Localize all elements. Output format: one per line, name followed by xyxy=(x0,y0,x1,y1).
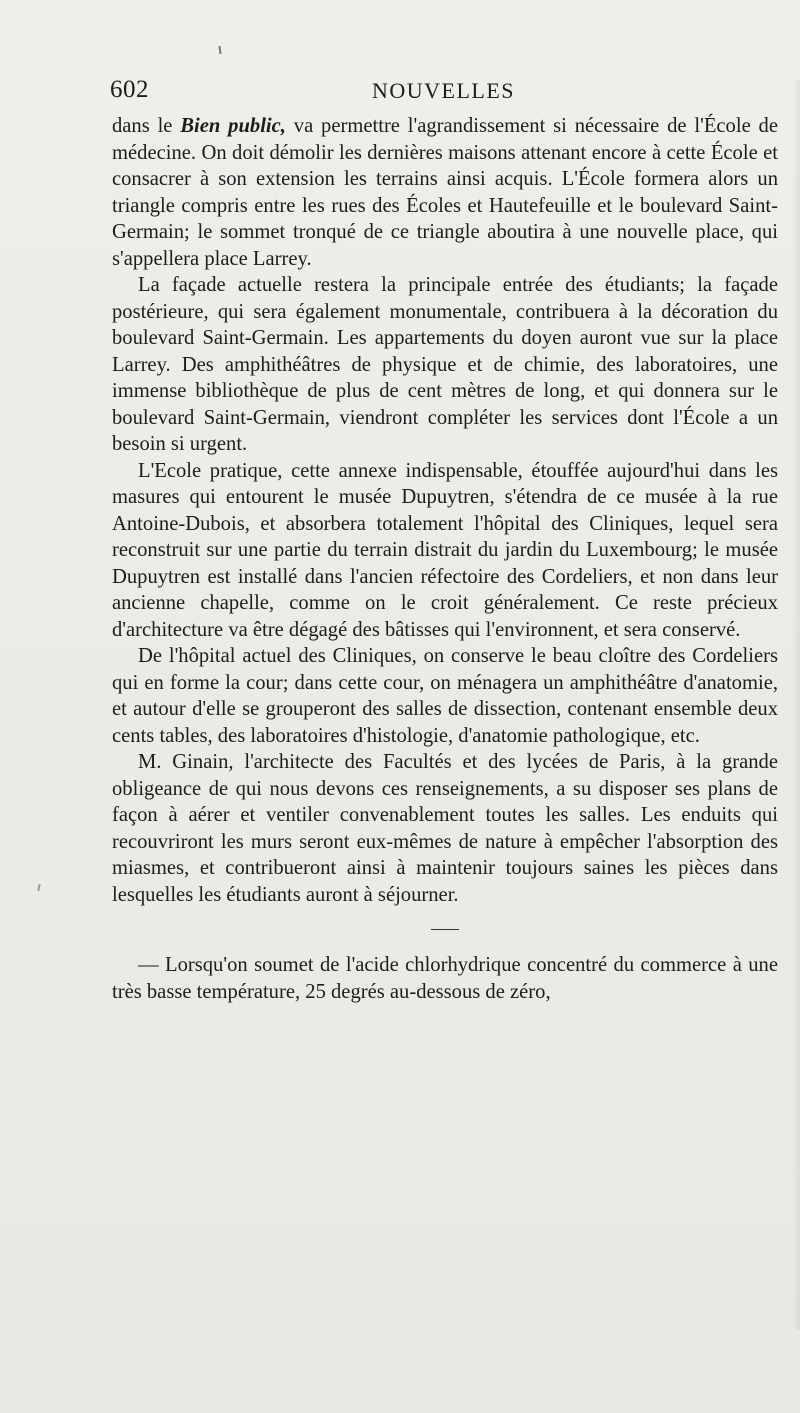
paragraph-1 xyxy=(112,113,778,272)
page-edge-shadow xyxy=(792,80,800,1330)
page-header xyxy=(110,76,770,108)
paragraph-2: La façade actuelle restera la principale entrée des étudiants; la façade postérieure, qui sera également monumentale, contribuera à la décoration du boulevard Saint-Germain. Les appartements du doyen auront vue sur la place Larrey. Des amphithéâtres de physique et de chimie, des laboratoires, une immense bibliothèque de plus de cent mètres de long, et qui donnera sur le boulevard Saint-Germain, viendront compléter les services dont l'École a un besoin si urgent. xyxy=(112,274,778,455)
body-text xyxy=(112,113,778,1005)
section-separator xyxy=(431,929,459,930)
journal-title-italic: Bien public, xyxy=(180,115,286,137)
paragraph-6: — Lorsqu'on soumet de l'acide chlorhydrique concentré du commerce à une très basse température, 25 degrés au-dessous de zéro, xyxy=(112,954,778,1003)
paragraph-4: De l'hôpital actuel des Cliniques, on conserve le beau cloître des Cordeliers qui en forme la cour; dans cette cour, on ménagera un amphithéâtre d'anatomie, et autour d'elle se grouperont des salles de dissection, contenant ensemble deux cents tables, des laboratoires d'histologie, d'anatomie pathologique, etc. xyxy=(112,645,778,747)
ink-speck xyxy=(37,884,40,891)
ink-speck xyxy=(218,46,221,54)
paragraph-3: L'Ecole pratique, cette annexe indispensable, étouffée aujourd'hui dans les masures qui entourent le musée Dupuytren, s'étendra de ce musée à la rue Antoine-Dubois, et absorbera totalement l'hôpital des Cliniques, lequel sera reconstruit sur une partie du terrain distrait du jardin du Luxembourg; le musée Dupuytren est installé dans l'ancien réfectoire des Cordeliers, et non dans leur ancienne chapelle, comme on le croit généralement. Ce reste précieux d'architecture va être dégagé des bâtisses qui l'environnent, et sera conservé. xyxy=(112,459,778,641)
paragraph-1-start: dans le xyxy=(112,115,181,137)
paragraph-1-rest: va permettre l'agrandissement si nécessaire de l'École de médecine. On doit démolir les dernières maisons attenant encore à cette École et consacrer à son extension les terrains ainsi acquis. L'École formera alors un triangle compris entre les rues des Écoles et Hautefeuille et le boulevard Saint-Germain; le sommet tronqué de ce triangle aboutira à une nouvelle place, qui s'appellera place Larrey. xyxy=(112,115,778,270)
page-number: 602 xyxy=(110,76,149,103)
running-title: NOUVELLES xyxy=(372,78,516,103)
paragraph-5: M. Ginain, l'architecte des Facultés et des lycées de Paris, à la grande obligeance de qui nous devons ces renseignements, a su disposer ses plans de façon à aérer et ventiler convenablement toutes les salles. Les enduits qui recouvriront les murs seront eux-mêmes de nature à empêcher l'absorption des miasmes, et contribueront ainsi à maintenir toujours saines les pièces dans lesquelles les étudiants auront à séjourner. xyxy=(112,751,778,906)
